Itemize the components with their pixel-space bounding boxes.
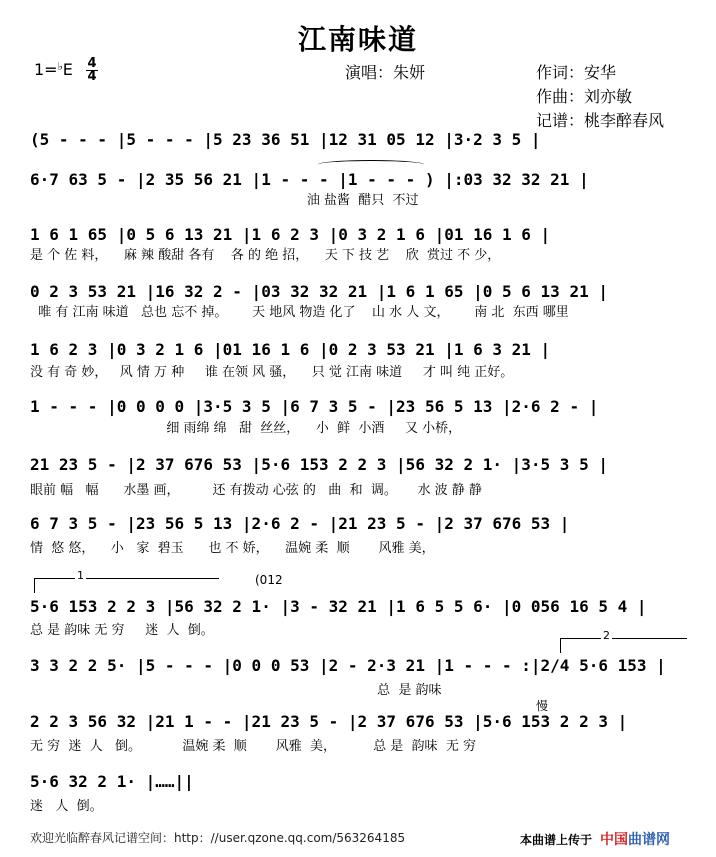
score-line-6-notes: 1 - - - |0 0 0 0 |3·5 3 5 |6 7 3 5 - |23 56 5 13 |2·6 2 - | bbox=[30, 397, 599, 416]
key-note: E bbox=[62, 60, 73, 79]
site-logo-china: 中国 bbox=[600, 832, 628, 848]
score-line-9-notes: 5·6 153 2 2 3 |56 32 2 1· |3 - 32 21 |1 6 5 5 6· |0 056 16 5 4 | bbox=[30, 597, 647, 616]
score-line-3-lyrics: 是 个 佐 料， 麻 辣 酸甜 各有 各 的 绝 招， 天 下 技 艺 欣 赏过 不 少， bbox=[30, 248, 501, 263]
score-line-10-notes: 3 3 2 2 5· |5 - - - |0 0 0 53 |2 - 2·3 21 |1 - - - :|2/4 5·6 153 | bbox=[30, 656, 666, 675]
footer-upload-label: 本曲谱上传于 bbox=[520, 833, 593, 847]
score-line-12-notes: 5·6 32 2 1· |……|| bbox=[30, 772, 194, 791]
score-line-1-notes: (5 - - - |5 - - - |5 23 36 51 |12 31 05 12 |3·2 3 5 | bbox=[30, 130, 541, 149]
site-logo bbox=[600, 829, 670, 849]
volta-first-ending bbox=[34, 569, 219, 593]
score-line-4-notes: 0 2 3 53 21 |16 32 2 - |03 32 32 21 |1 6 1 65 |0 5 6 13 21 | bbox=[30, 282, 608, 301]
score-line-7-notes: 21 23 5 - |2 37 676 53 |5·6 153 2 2 3 |56 32 2 1· |3·5 3 5 | bbox=[30, 455, 608, 474]
time-signature bbox=[86, 58, 98, 83]
score-line-9-lyrics: 总 是 韵味 无 穷 迷 人 倒。 bbox=[30, 623, 214, 638]
site-logo-scores: 曲谱网 bbox=[628, 832, 670, 848]
flat-sign: ♭ bbox=[57, 60, 63, 73]
tie-slur bbox=[318, 160, 424, 169]
lyricist-credit: 作词：安华 bbox=[536, 63, 617, 82]
meter-bottom: 4 bbox=[87, 69, 97, 84]
key-prefix: 1= bbox=[34, 60, 58, 79]
meter-top: 4 bbox=[87, 56, 97, 71]
score-line-7-lyrics: 眼前 幅 幅 水墨 画， 还 有拨动 心弦 的 曲 和 调。 水 波 静 静 bbox=[30, 483, 482, 498]
tempo-slow-mark: 慢 bbox=[536, 699, 549, 713]
score-line-8-notes: 6 7 3 5 - |23 56 5 13 |2·6 2 - |21 23 5 - |2 37 676 53 | bbox=[30, 514, 570, 533]
singer-credit: 演唱：朱妍 bbox=[345, 63, 426, 82]
transcriber-credit: 记谱：桃李醉春风 bbox=[536, 111, 665, 130]
score-line-4-lyrics: 唯 有 江南 味道 总也 忘不 掉。 天 地风 物造 化了 山 水 人 文， 南 北 东西 哪里 bbox=[30, 305, 569, 320]
score-line-12-lyrics: 迷 人 倒。 bbox=[30, 799, 103, 814]
grace-notes-mark: (012 bbox=[255, 573, 283, 587]
score-line-11-lyrics: 无 穷 迷 人 倒。 温婉 柔 顺 风雅 美， 总 是 韵味 无 穷 bbox=[30, 739, 476, 754]
footer-visit-text: 欢迎光临醉春风记谱空间：http：//user.qzone.qq.com/563264185 bbox=[30, 831, 406, 845]
score-line-2-notes: 6·7 63 5 - |2 35 56 21 |1 - - - |1 - - - ) |:03 32 32 21 | bbox=[30, 170, 589, 189]
score-line-2-lyrics: 油 盐酱 醋只 不过 bbox=[30, 193, 419, 208]
volta-first-number: 1 bbox=[77, 569, 84, 582]
key-signature bbox=[34, 60, 73, 79]
score-line-6-lyrics: 细 雨绵 绵 甜 丝丝， 小 鲜 小酒 又 小桥， bbox=[30, 421, 462, 436]
score-line-5-notes: 1 6 2 3 |0 3 2 1 6 |01 16 1 6 |0 2 3 53 21 |1 6 3 21 | bbox=[30, 340, 551, 359]
score-line-3-notes: 1 6 1 65 |0 5 6 13 21 |1 6 2 3 |0 3 2 1 6 |01 16 1 6 | bbox=[30, 225, 551, 244]
score-line-11-notes: 2 2 3 56 32 |21 1 - - |21 23 5 - |2 37 676 53 |5·6 153 2 2 3 | bbox=[30, 712, 628, 731]
volta-second-ending bbox=[560, 629, 687, 653]
composer-credit: 作曲：刘亦敏 bbox=[536, 87, 633, 106]
score-line-5-lyrics: 没 有 奇 妙， 风 情 万 种 谁 在领 风 骚， 只 觉 江南 味道 才 叫 纯 正好。 bbox=[30, 365, 514, 380]
volta-second-number: 2 bbox=[603, 629, 610, 642]
song-title: 江南味道 bbox=[297, 23, 418, 56]
score-line-8-lyrics: 情 悠 悠， 小 家 碧玉 也 不 娇， 温婉 柔 顺 风雅 美， bbox=[30, 541, 435, 556]
score-line-10-lyrics: 总 是 韵味 bbox=[30, 683, 442, 698]
